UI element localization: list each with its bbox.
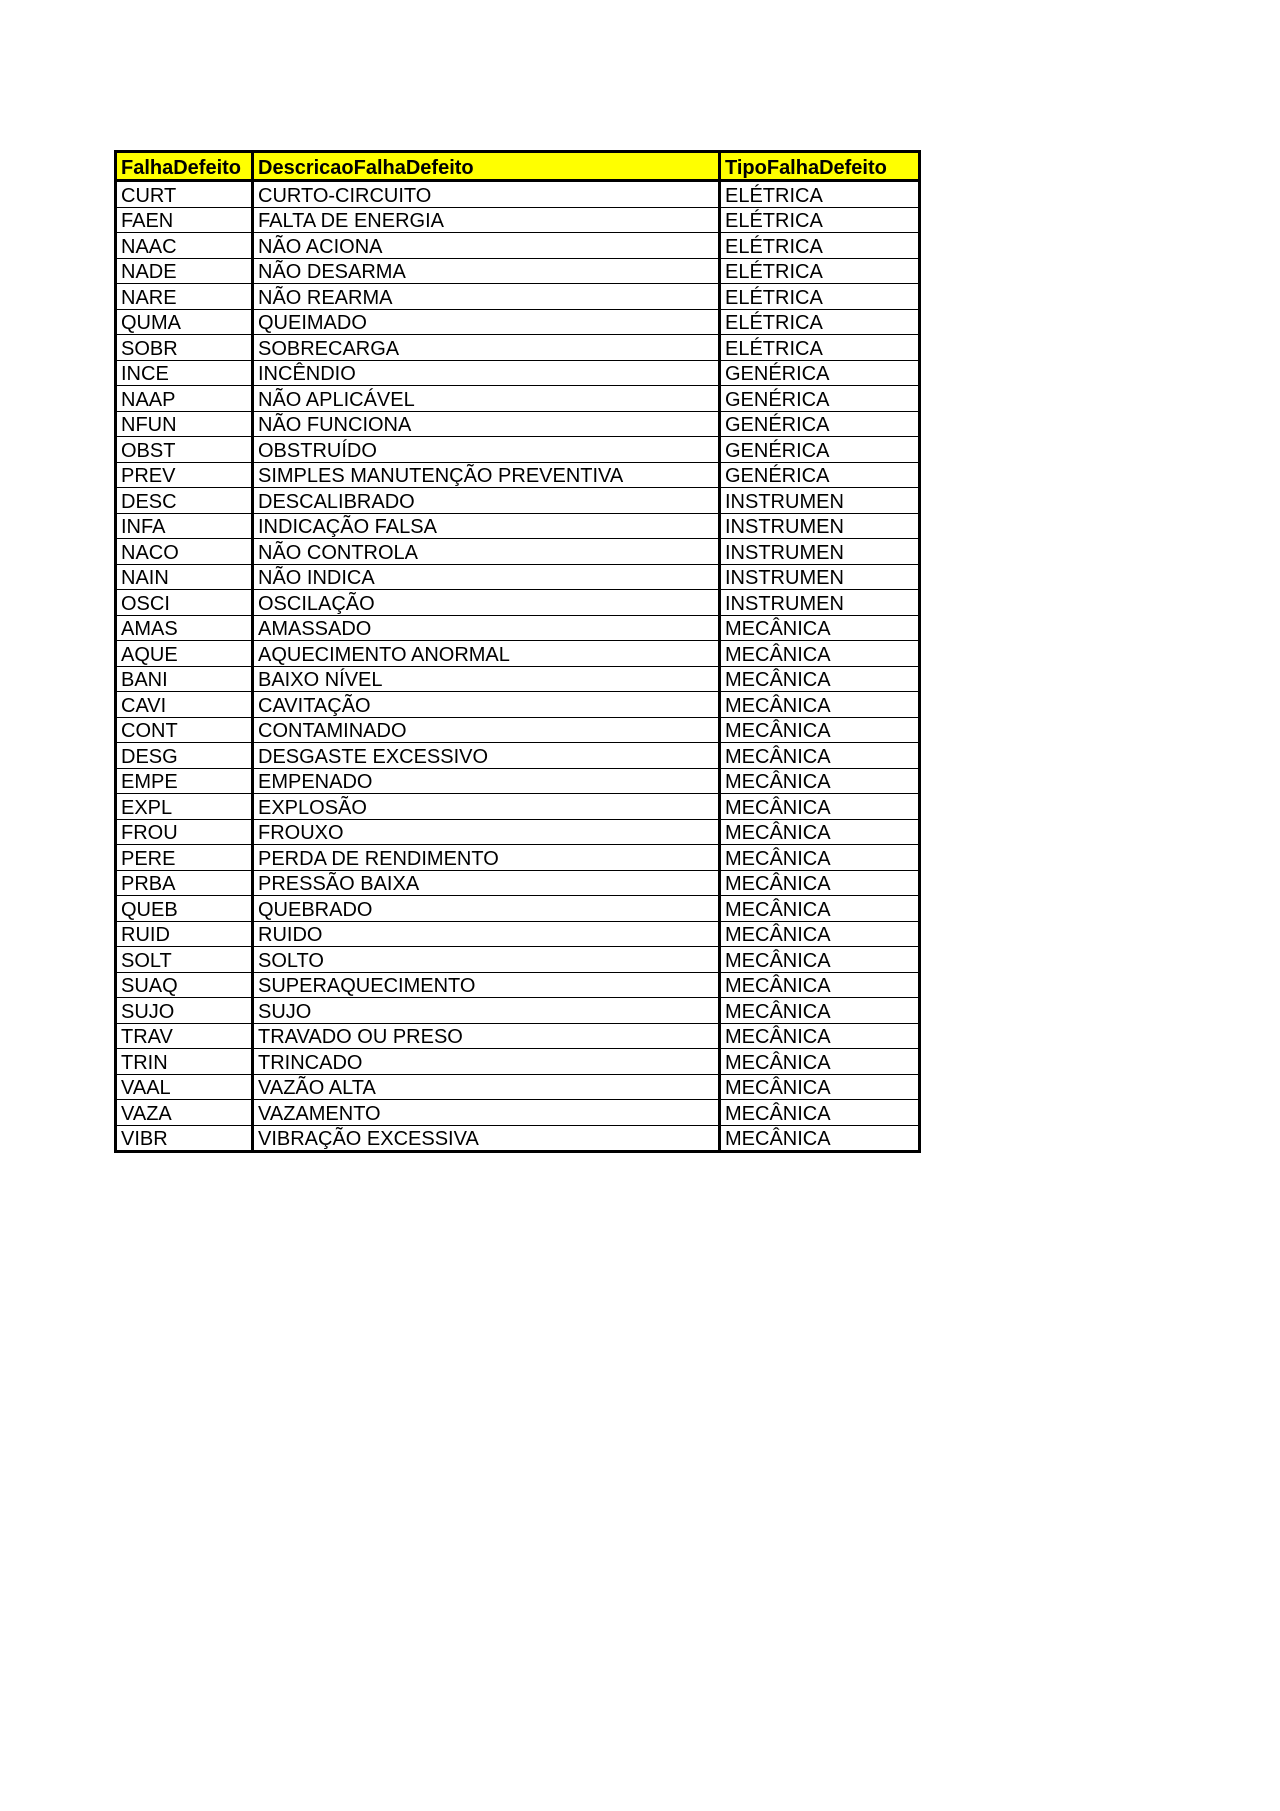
- header-descricao-falha-defeito: DescricaoFalhaDefeito: [253, 152, 720, 181]
- description-cell: VAZAMENTO: [253, 1100, 720, 1126]
- type-cell: ELÉTRICA: [720, 258, 920, 284]
- type-cell: MECÂNICA: [720, 768, 920, 794]
- code-cell: SOLT: [116, 947, 253, 973]
- code-cell: TRAV: [116, 1023, 253, 1049]
- type-cell: ELÉTRICA: [720, 181, 920, 208]
- code-cell: SOBR: [116, 335, 253, 361]
- code-cell: VAZA: [116, 1100, 253, 1126]
- description-cell: FROUXO: [253, 819, 720, 845]
- table-row: [116, 1100, 920, 1126]
- failure-defect-table: [114, 150, 921, 1153]
- description-cell: SOLTO: [253, 947, 720, 973]
- description-cell: DESGASTE EXCESSIVO: [253, 743, 720, 769]
- type-cell: MECÂNICA: [720, 921, 920, 947]
- description-cell: SUPERAQUECIMENTO: [253, 972, 720, 998]
- code-cell: INFA: [116, 513, 253, 539]
- type-cell: MECÂNICA: [720, 794, 920, 820]
- code-cell: DESC: [116, 488, 253, 514]
- table-row: [116, 717, 920, 743]
- code-cell: VAAL: [116, 1074, 253, 1100]
- description-cell: CAVITAÇÃO: [253, 692, 720, 718]
- type-cell: MECÂNICA: [720, 692, 920, 718]
- table-row: [116, 488, 920, 514]
- code-cell: CURT: [116, 181, 253, 208]
- table-row: [116, 437, 920, 463]
- type-cell: GENÉRICA: [720, 360, 920, 386]
- description-cell: AMASSADO: [253, 615, 720, 641]
- type-cell: MECÂNICA: [720, 615, 920, 641]
- code-cell: NADE: [116, 258, 253, 284]
- type-cell: MECÂNICA: [720, 947, 920, 973]
- description-cell: INCÊNDIO: [253, 360, 720, 386]
- description-cell: BAIXO NÍVEL: [253, 666, 720, 692]
- table-row: [116, 794, 920, 820]
- table-row: [116, 386, 920, 412]
- code-cell: TRIN: [116, 1049, 253, 1075]
- code-cell: FAEN: [116, 207, 253, 233]
- type-cell: MECÂNICA: [720, 1023, 920, 1049]
- header-row: [116, 152, 920, 181]
- type-cell: GENÉRICA: [720, 386, 920, 412]
- description-cell: QUEBRADO: [253, 896, 720, 922]
- type-cell: MECÂNICA: [720, 819, 920, 845]
- table-row: [116, 870, 920, 896]
- description-cell: FALTA DE ENERGIA: [253, 207, 720, 233]
- table-row: [116, 896, 920, 922]
- code-cell: NFUN: [116, 411, 253, 437]
- description-cell: RUIDO: [253, 921, 720, 947]
- table-row: [116, 641, 920, 667]
- description-cell: OBSTRUÍDO: [253, 437, 720, 463]
- code-cell: NAAC: [116, 233, 253, 259]
- table-row: [116, 284, 920, 310]
- description-cell: AQUECIMENTO ANORMAL: [253, 641, 720, 667]
- description-cell: CURTO-CIRCUITO: [253, 181, 720, 208]
- table-row: [116, 411, 920, 437]
- code-cell: QUEB: [116, 896, 253, 922]
- description-cell: NÃO CONTROLA: [253, 539, 720, 565]
- table-row: [116, 233, 920, 259]
- code-cell: NARE: [116, 284, 253, 310]
- code-cell: SUAQ: [116, 972, 253, 998]
- type-cell: INSTRUMEN: [720, 539, 920, 565]
- description-cell: NÃO INDICA: [253, 564, 720, 590]
- table-row: [116, 513, 920, 539]
- description-cell: NÃO DESARMA: [253, 258, 720, 284]
- table-row: [116, 462, 920, 488]
- code-cell: NAAP: [116, 386, 253, 412]
- code-cell: SUJO: [116, 998, 253, 1024]
- type-cell: MECÂNICA: [720, 666, 920, 692]
- description-cell: PERDA DE RENDIMENTO: [253, 845, 720, 871]
- code-cell: OSCI: [116, 590, 253, 616]
- code-cell: FROU: [116, 819, 253, 845]
- description-cell: TRINCADO: [253, 1049, 720, 1075]
- code-cell: DESG: [116, 743, 253, 769]
- table-row: [116, 1074, 920, 1100]
- type-cell: MECÂNICA: [720, 896, 920, 922]
- description-cell: SIMPLES MANUTENÇÃO PREVENTIVA: [253, 462, 720, 488]
- description-cell: PRESSÃO BAIXA: [253, 870, 720, 896]
- type-cell: MECÂNICA: [720, 743, 920, 769]
- description-cell: QUEIMADO: [253, 309, 720, 335]
- type-cell: ELÉTRICA: [720, 233, 920, 259]
- code-cell: QUMA: [116, 309, 253, 335]
- header-tipo-falha-defeito: TipoFalhaDefeito: [720, 152, 920, 181]
- type-cell: GENÉRICA: [720, 462, 920, 488]
- type-cell: ELÉTRICA: [720, 207, 920, 233]
- description-cell: TRAVADO OU PRESO: [253, 1023, 720, 1049]
- type-cell: MECÂNICA: [720, 870, 920, 896]
- code-cell: PRBA: [116, 870, 253, 896]
- type-cell: ELÉTRICA: [720, 284, 920, 310]
- table-row: [116, 1125, 920, 1152]
- type-cell: MECÂNICA: [720, 845, 920, 871]
- type-cell: INSTRUMEN: [720, 590, 920, 616]
- description-cell: EXPLOSÃO: [253, 794, 720, 820]
- table-row: [116, 998, 920, 1024]
- description-cell: NÃO ACIONA: [253, 233, 720, 259]
- code-cell: NAIN: [116, 564, 253, 590]
- table-row: [116, 207, 920, 233]
- table-row: [116, 539, 920, 565]
- table-row: [116, 921, 920, 947]
- table-row: [116, 1049, 920, 1075]
- code-cell: INCE: [116, 360, 253, 386]
- description-cell: SUJO: [253, 998, 720, 1024]
- table-row: [116, 309, 920, 335]
- code-cell: AQUE: [116, 641, 253, 667]
- type-cell: INSTRUMEN: [720, 513, 920, 539]
- table-row: [116, 564, 920, 590]
- code-cell: AMAS: [116, 615, 253, 641]
- description-cell: VIBRAÇÃO EXCESSIVA: [253, 1125, 720, 1152]
- code-cell: EMPE: [116, 768, 253, 794]
- table-row: [116, 666, 920, 692]
- description-cell: VAZÃO ALTA: [253, 1074, 720, 1100]
- code-cell: OBST: [116, 437, 253, 463]
- table-row: [116, 692, 920, 718]
- description-cell: NÃO FUNCIONA: [253, 411, 720, 437]
- type-cell: ELÉTRICA: [720, 335, 920, 361]
- code-cell: VIBR: [116, 1125, 253, 1152]
- table-row: [116, 258, 920, 284]
- type-cell: MECÂNICA: [720, 641, 920, 667]
- code-cell: RUID: [116, 921, 253, 947]
- description-cell: SOBRECARGA: [253, 335, 720, 361]
- table-row: [116, 1023, 920, 1049]
- type-cell: MECÂNICA: [720, 717, 920, 743]
- table-row: [116, 743, 920, 769]
- description-cell: EMPENADO: [253, 768, 720, 794]
- code-cell: PREV: [116, 462, 253, 488]
- description-cell: INDICAÇÃO FALSA: [253, 513, 720, 539]
- description-cell: NÃO REARMA: [253, 284, 720, 310]
- table-row: [116, 360, 920, 386]
- code-cell: NACO: [116, 539, 253, 565]
- type-cell: MECÂNICA: [720, 1100, 920, 1126]
- table-row: [116, 590, 920, 616]
- description-cell: CONTAMINADO: [253, 717, 720, 743]
- type-cell: MECÂNICA: [720, 972, 920, 998]
- table-row: [116, 615, 920, 641]
- code-cell: BANI: [116, 666, 253, 692]
- table-row: [116, 819, 920, 845]
- table-row: [116, 335, 920, 361]
- type-cell: MECÂNICA: [720, 1074, 920, 1100]
- type-cell: GENÉRICA: [720, 437, 920, 463]
- code-cell: EXPL: [116, 794, 253, 820]
- type-cell: MECÂNICA: [720, 1049, 920, 1075]
- type-cell: ELÉTRICA: [720, 309, 920, 335]
- header-falha-defeito: FalhaDefeito: [116, 152, 253, 181]
- type-cell: GENÉRICA: [720, 411, 920, 437]
- description-cell: NÃO APLICÁVEL: [253, 386, 720, 412]
- code-cell: CAVI: [116, 692, 253, 718]
- type-cell: MECÂNICA: [720, 1125, 920, 1152]
- table-row: [116, 181, 920, 208]
- code-cell: PERE: [116, 845, 253, 871]
- type-cell: INSTRUMEN: [720, 488, 920, 514]
- table-row: [116, 845, 920, 871]
- table-row: [116, 768, 920, 794]
- code-cell: CONT: [116, 717, 253, 743]
- table-row: [116, 947, 920, 973]
- description-cell: OSCILAÇÃO: [253, 590, 720, 616]
- table-row: [116, 972, 920, 998]
- type-cell: MECÂNICA: [720, 998, 920, 1024]
- type-cell: INSTRUMEN: [720, 564, 920, 590]
- table-body: [116, 181, 920, 1152]
- description-cell: DESCALIBRADO: [253, 488, 720, 514]
